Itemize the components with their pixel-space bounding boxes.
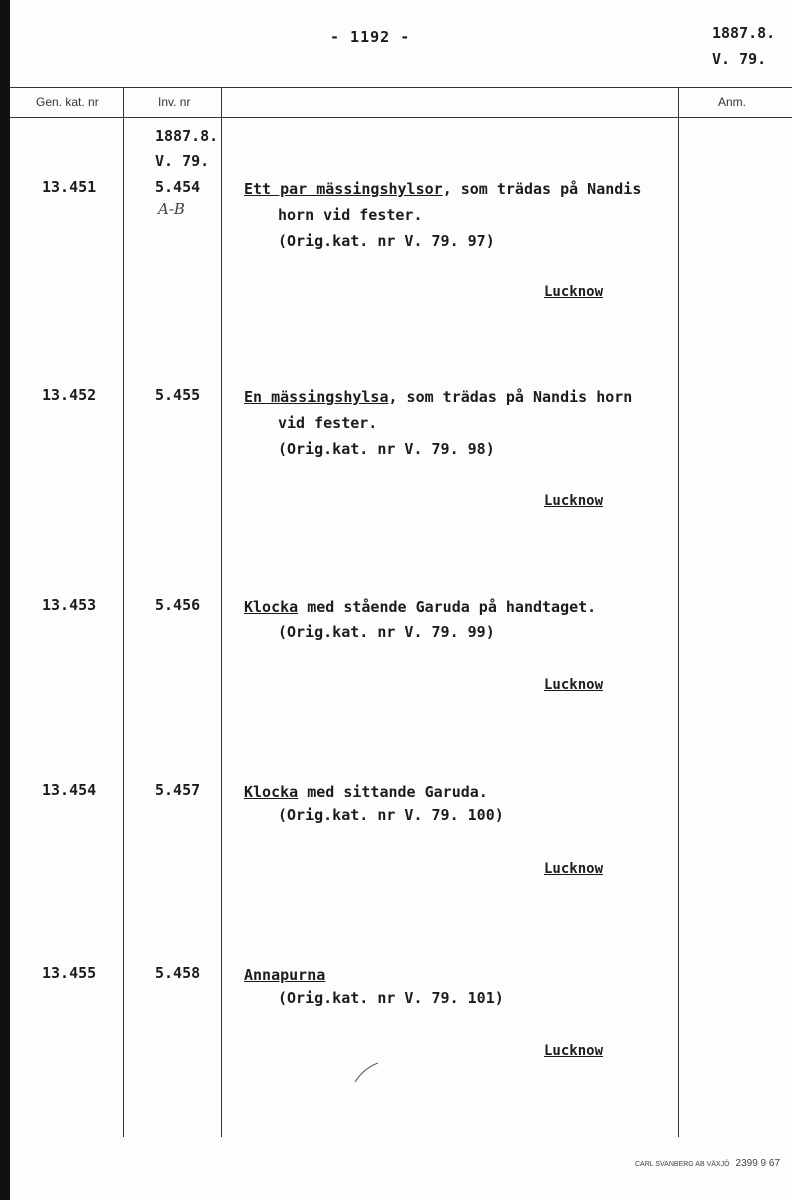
form-number: 2399 9 67 xyxy=(735,1158,781,1169)
entry-orig-kat: (Orig.kat. nr V. 79. 100) xyxy=(278,806,504,824)
column-divider-2 xyxy=(221,87,222,1137)
column-header-anm: Anm. xyxy=(718,95,747,109)
entry-gen-number: 13.453 xyxy=(42,596,97,614)
entry-description-rest: med stående Garuda på handtaget. xyxy=(298,598,597,616)
header-ref-date: 1887.8. xyxy=(712,24,776,42)
entry-location: Lucknow xyxy=(544,493,604,509)
entry-description-line xyxy=(244,962,325,988)
column-divider-1 xyxy=(123,87,124,1137)
entry-description-continuation: horn vid fester. xyxy=(278,206,423,224)
entry-description-line xyxy=(244,594,596,620)
left-edge-bar xyxy=(0,0,10,1200)
entry-location: Lucknow xyxy=(544,677,604,693)
entry-description-rest: , som trädas på Nandis horn xyxy=(388,388,633,406)
entry-description-rest: med sittande Garuda. xyxy=(298,783,488,801)
entry-inv-number: 5.458 xyxy=(155,964,201,982)
entry-inv-number: 5.455 xyxy=(155,386,201,404)
pen-stroke-mark xyxy=(352,1060,382,1086)
entry-orig-kat: (Orig.kat. nr V. 79. 99) xyxy=(278,623,495,641)
entry-orig-kat: (Orig.kat. nr V. 79. 101) xyxy=(278,989,504,1007)
entry-location: Lucknow xyxy=(544,1043,604,1059)
entry-gen-number: 13.454 xyxy=(42,781,97,799)
inv-subheader-code: V. 79. xyxy=(155,152,210,170)
printer-name: CARL SVANBERG AB VÄXJÖ xyxy=(635,1161,730,1168)
printer-imprint xyxy=(635,1158,780,1169)
table-header-rule xyxy=(10,117,792,118)
entry-inv-number: 5.454 xyxy=(155,178,201,196)
entry-gen-number: 13.455 xyxy=(42,964,97,982)
entry-gen-number: 13.452 xyxy=(42,386,97,404)
entry-location: Lucknow xyxy=(544,284,604,300)
column-divider-3 xyxy=(678,87,679,1137)
entry-location: Lucknow xyxy=(544,861,604,877)
entry-title: En mässingshylsa xyxy=(244,388,389,406)
entry-inv-handwritten-note: A-B xyxy=(158,200,185,218)
entry-title: Ett par mässingshylsor xyxy=(244,180,443,198)
entry-orig-kat: (Orig.kat. nr V. 79. 97) xyxy=(278,232,495,250)
entry-description-rest: , som trädas på Nandis xyxy=(442,180,642,198)
column-header-inv: Inv. nr xyxy=(158,95,191,109)
column-header-gen-kat: Gen. kat. nr xyxy=(36,95,99,109)
entry-orig-kat: (Orig.kat. nr V. 79. 98) xyxy=(278,440,495,458)
inv-subheader-date: 1887.8. xyxy=(155,127,219,145)
entry-description-line xyxy=(244,176,641,202)
entry-inv-number: 5.457 xyxy=(155,781,201,799)
entry-inv-number: 5.456 xyxy=(155,596,201,614)
entry-description-line xyxy=(244,384,632,410)
entry-description-line xyxy=(244,779,488,805)
entry-gen-number: 13.451 xyxy=(42,178,97,196)
header-ref-code: V. 79. xyxy=(712,50,767,68)
table-top-rule xyxy=(10,87,792,88)
page-number: - 1192 - xyxy=(330,28,411,46)
entry-description-continuation: vid fester. xyxy=(278,414,378,432)
entry-title: Klocka xyxy=(244,598,299,616)
entry-title: Annapurna xyxy=(244,966,326,984)
entry-title: Klocka xyxy=(244,783,299,801)
